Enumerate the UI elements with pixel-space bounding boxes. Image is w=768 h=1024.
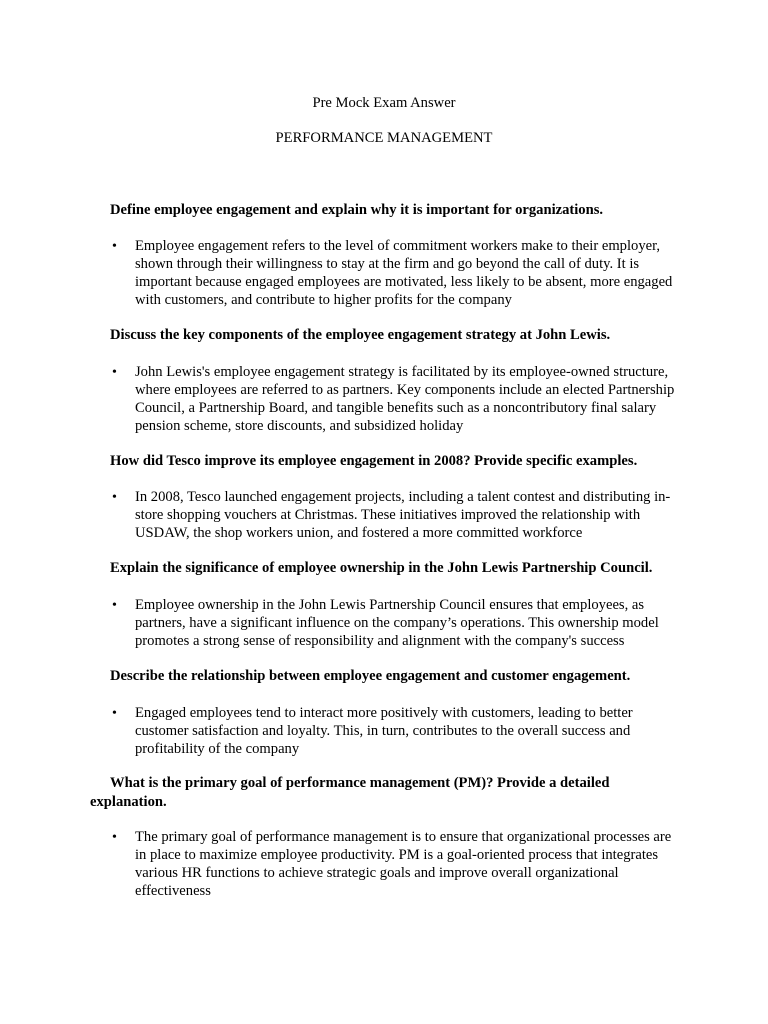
answer-5: Engaged employees tend to interact more positively with customers, leading to better customer satisfaction and loyalty. This, in turn, contributes to the overall success and profitability of the company — [135, 705, 633, 757]
answer-2: John Lewis's employee engagement strategy is facilitated by its employee-owned structure, where employees are referred to as partners. Key components include an elected Partnership Council, a Partnership Board, and tangible benefits such as a noncontributory final salary pension scheme, store discounts, and subsidized holiday — [135, 364, 675, 434]
answer-4: Employee ownership in the John Lewis Partnership Council ensures that employees, as partners, have a significant influence on the company’s operations. This ownership model promotes a strong sense of responsibility and alignment with the company's success — [135, 597, 659, 649]
question-2: Discuss the key components of the employee engagement strategy at John Lewis. — [110, 327, 611, 343]
answer-3: In 2008, Tesco launched engagement projects, including a talent contest and distributing in-store shopping vouchers at Christmas. These initiatives improved the relationship with USDAW, the shop workers union, and fostered a more committed workforce — [135, 489, 671, 541]
bullet-5: • — [112, 706, 117, 721]
answer-6: The primary goal of performance management is to ensure that organizational processes are in place to maximize employee productivity. PM is a goal-oriented process that integrates various HR functions to achieve strategic goals and improve overall organizational effectiveness — [135, 829, 672, 899]
question-5: Describe the relationship between employee engagement and customer engagement. — [110, 668, 631, 684]
bullet-6: • — [112, 830, 117, 845]
document-subtitle: PERFORMANCE MANAGEMENT — [275, 130, 493, 146]
bullet-4: • — [112, 598, 117, 613]
bullet-1: • — [112, 239, 117, 254]
bullet-3: • — [112, 490, 117, 505]
question-6: What is the primary goal of performance management (PM)? Provide a detailed explanation. — [90, 775, 610, 810]
question-3: How did Tesco improve its employee engagement in 2008? Provide specific examples. — [110, 453, 638, 469]
document-title: Pre Mock Exam Answer — [312, 95, 456, 111]
question-1: Define employee engagement and explain why it is important for organizations. — [110, 202, 604, 218]
answer-1: Employee engagement refers to the level of commitment workers make to their employer, shown through their willingness to stay at the firm and go beyond the call of duty. It is important because engaged employees are motivated, less likely to be absent, more engaged with customers, and contribute to higher profits for the company — [135, 238, 673, 308]
bullet-2: • — [112, 365, 117, 380]
question-4: Explain the significance of employee ownership in the John Lewis Partnership Council. — [110, 560, 653, 576]
